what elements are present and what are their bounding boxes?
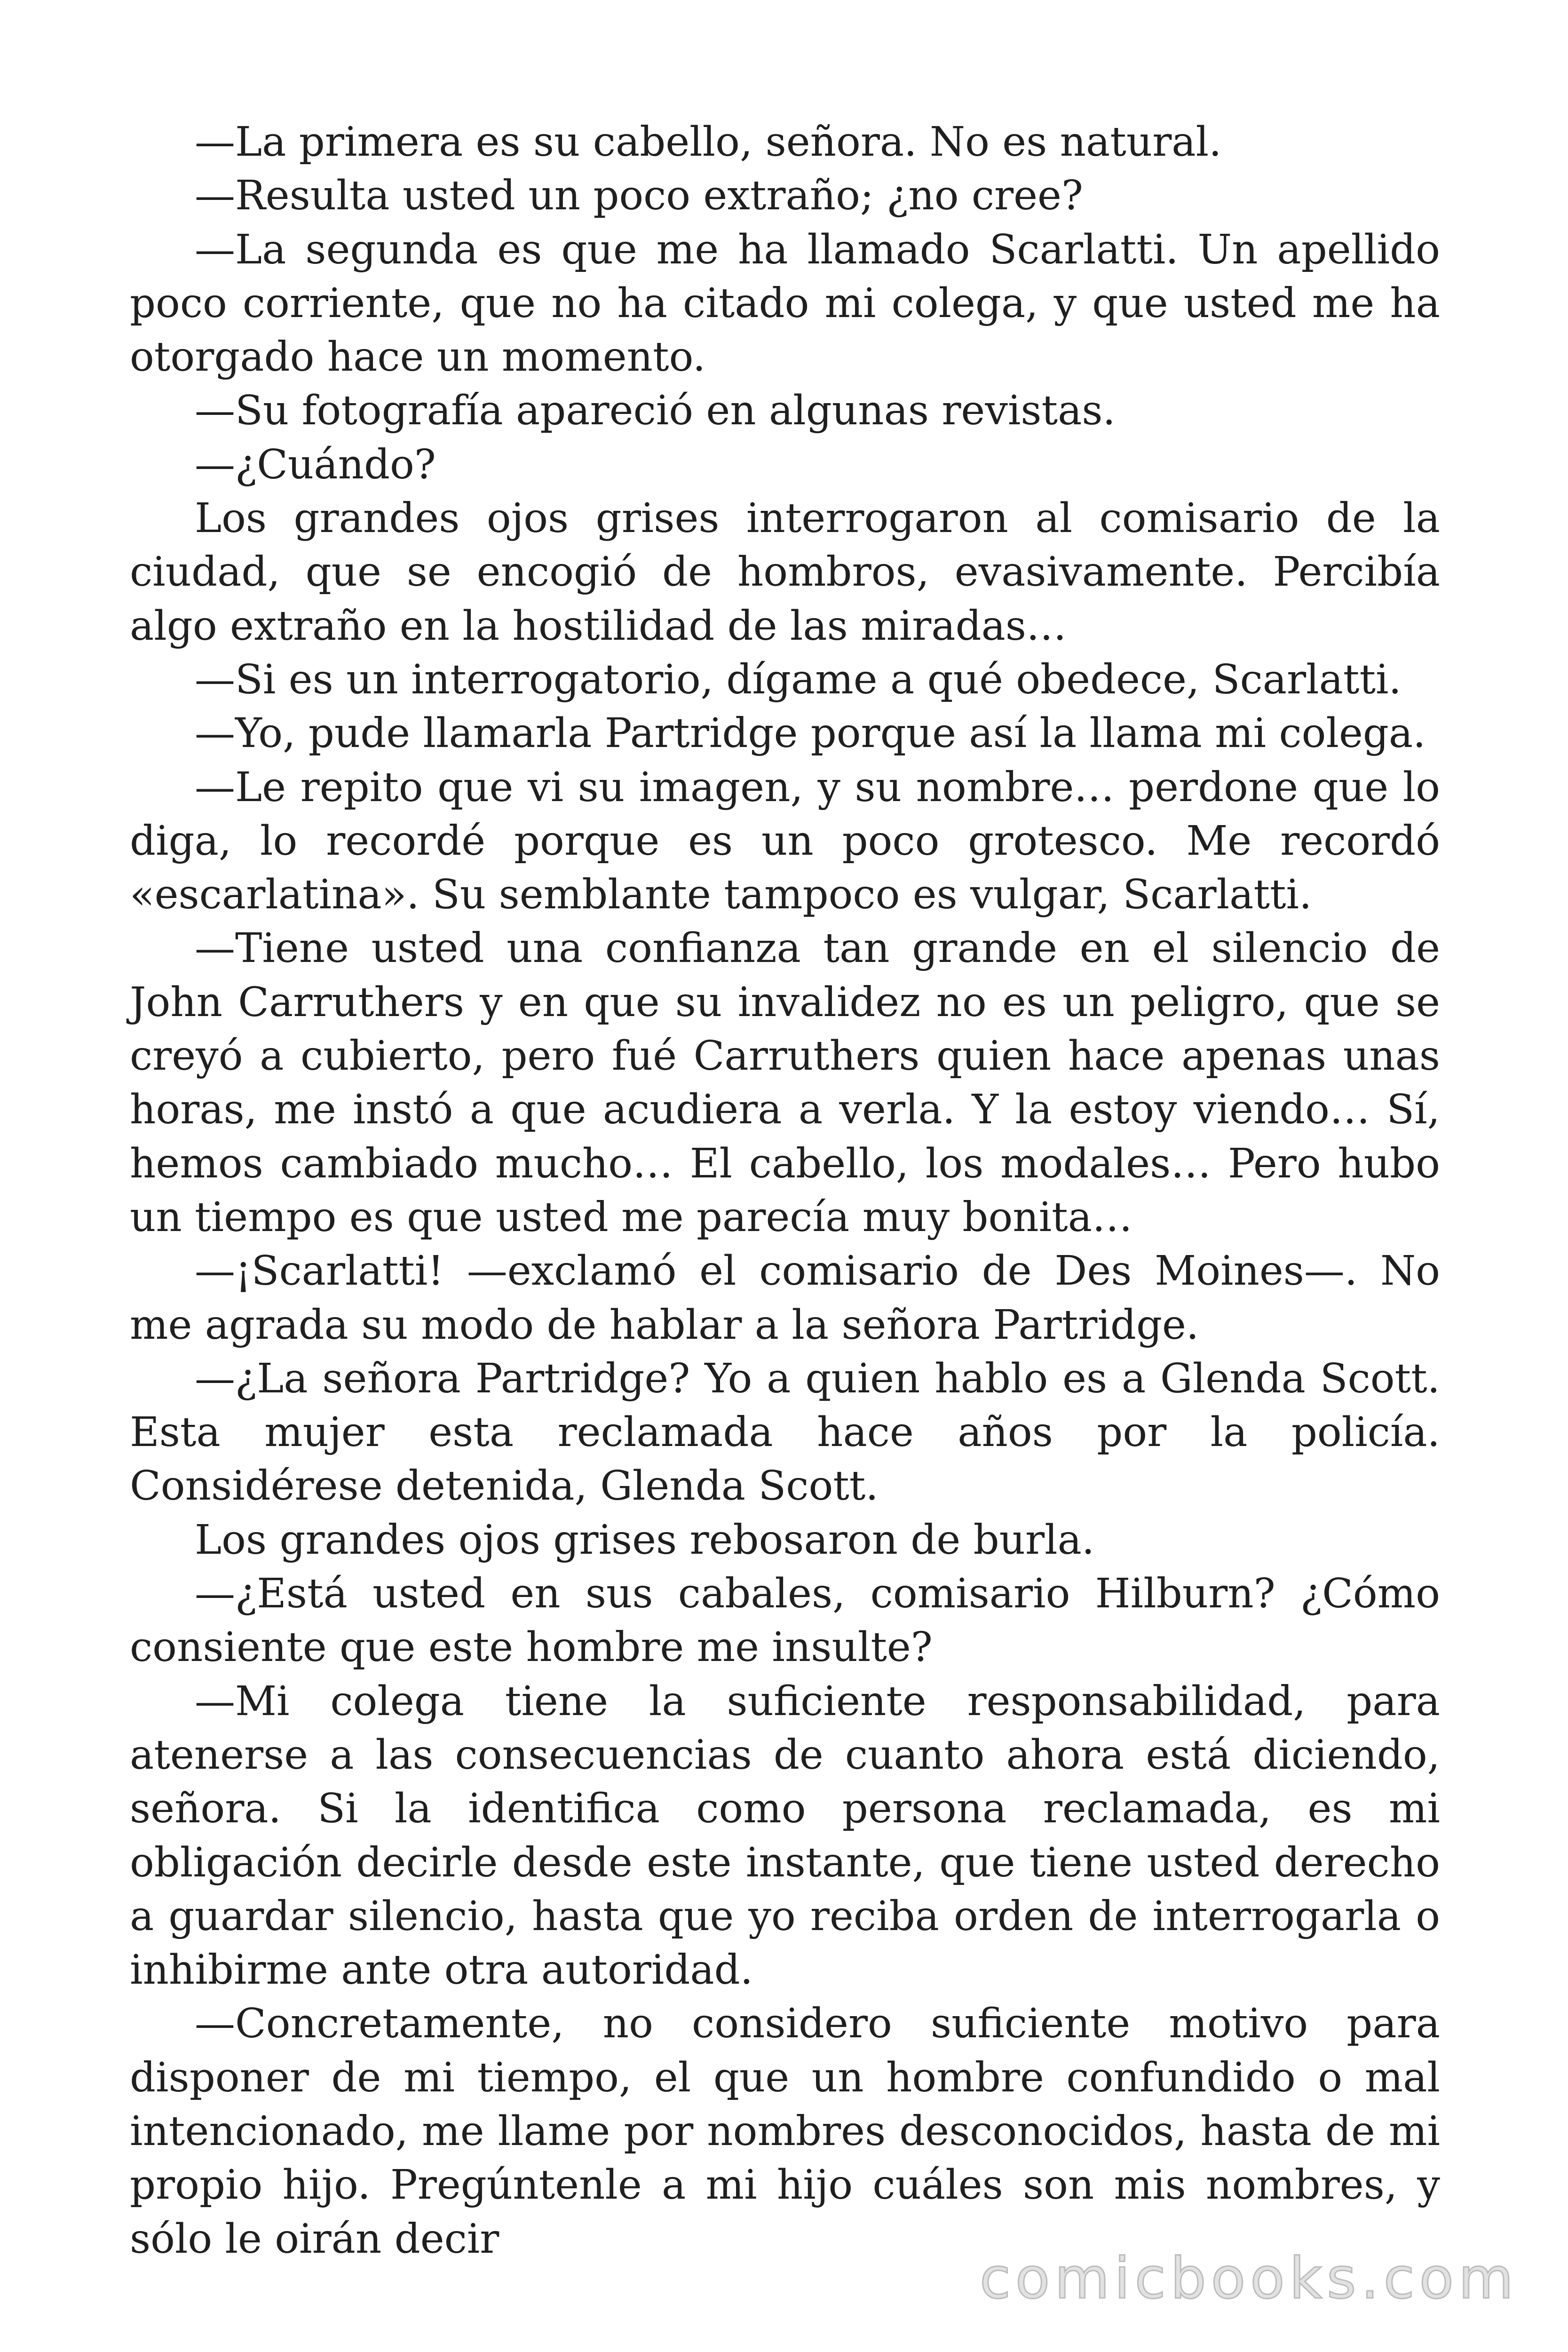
paragraph: —¡Scarlatti! —exclamó el comisario de Des Moines—. No me agrada su modo de hablar a la señora Partridge. [130,1248,1440,1349]
paragraph: —¿La señora Partridge? Yo a quien hablo es a Glenda Scott. Esta mujer esta reclamada hace años por la policía. Considérese detenida, Glenda Scott. [130,1355,1440,1510]
paragraph: Los grandes ojos grises rebosaron de burla. [195,1516,1095,1564]
paragraph: —¿Cuándo? [195,441,436,488]
paragraph: —La segunda es que me ha llamado Scarlatti. Un apellido poco corriente, que no ha citado mi colega, y que usted me ha otorgado hace un momento. [130,226,1440,381]
paragraph: —Mi colega tiene la suficiente responsabilidad, para atenerse a las consecuencias de cuanto ahora está diciendo, señora. Si la identifica como persona reclamada, es mi obligación decirle desde este instante, que tiene usted derecho a guardar silencio, hasta que yo reciba orden de interrogarla o inhibirme ante otra autoridad. [130,1677,1440,1994]
paragraph: —Resulta usted un poco extraño; ¿no cree? [195,172,1084,220]
watermark: comicbooks.com [979,2246,1518,2312]
paragraph: —Si es un interrogatorio, dígame a qué obedece, Scarlatti. [195,656,1402,703]
paragraph: —Concretamente, no considero suficiente motivo para disponer de mi tiempo, el que un hombre confundido o mal intencionado, me llame por nombres desconocidos, hasta de mi propio hijo. Pregúntenle a mi hijo cuáles son mis nombres, y sólo le oirán decir [130,2000,1440,2263]
paragraph: —Tiene usted una confianza tan grande en el silencio de John Carruthers y en que su invalidez no es un peligro, que se creyó a cubierto, pero fué Carruthers quien hace apenas unas horas, me instó a que acudiera a verla. Y la estoy viendo… Sí, hemos cambiado mucho… El cabello, los modales… Pero hubo un tiempo es que usted me parecía muy bonita… [130,925,1440,1241]
paragraph: —¿Está usted en sus cabales, comisario Hilburn? ¿Cómo consiente que este hombre me insulte? [130,1570,1440,1671]
paragraph: —Le repito que vi su imagen, y su nombre… perdone que lo diga, lo recordé porque es un poco grotesco. Me recordó «escarlatina». Su semblante tampoco es vulgar, Scarlatti. [130,763,1440,919]
paragraph: —Yo, pude llamarla Partridge porque así la llama mi colega. [195,710,1426,757]
paragraph: Los grandes ojos grises interrogaron al comisario de la ciudad, que se encogió de hombros, evasivamente. Percibía algo extraño en la hostilidad de las miradas… [130,495,1440,650]
paragraph: —Su fotografía apareció en algunas revistas. [195,387,1116,435]
paragraph: —La primera es su cabello, señora. No es natural. [195,119,1222,166]
page-body [130,115,1440,2266]
